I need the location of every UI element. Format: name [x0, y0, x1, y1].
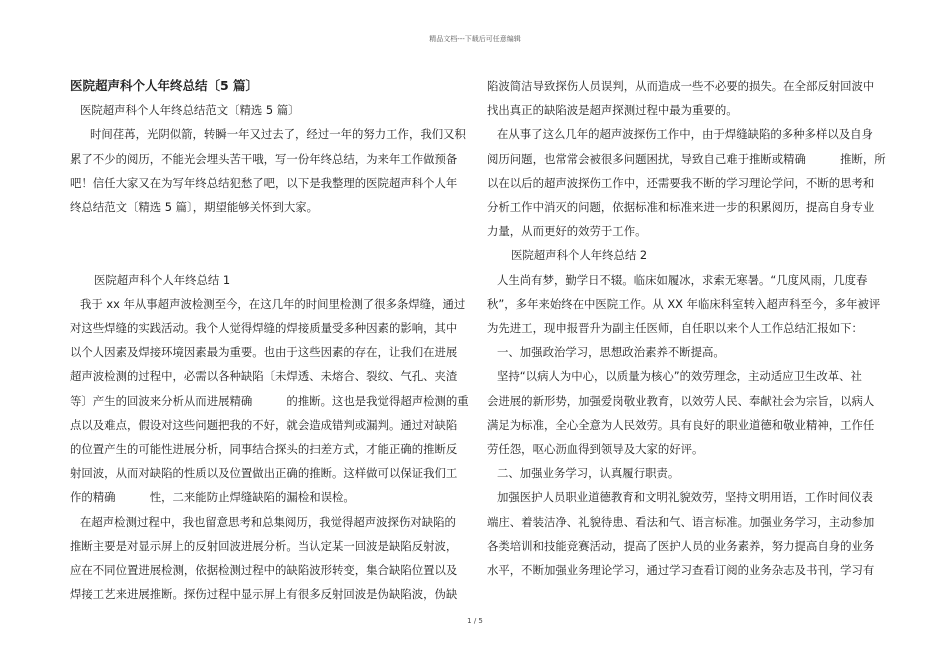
right-column-line: 一、加强政治学习，思想政治素养不断提高。 [497, 345, 725, 360]
right-column-line: 加强医护人员职业道德教育和文明礼貌效劳，坚持文明用语，工作时间仪表 [497, 490, 873, 505]
left-column-line: 超声波检测的过程中，必需以各种缺陷〔未焊透、未熔合、裂纹、气孔、夹渣 [70, 369, 458, 384]
left-column-line: 等〕产生的回波来分析从而进展精确 的推断。这也是我觉得超声检测的重 [70, 393, 469, 408]
right-column-line: 力量，从而更好的效劳于工作。 [487, 224, 647, 239]
left-column-line: 焊接工艺来进展推断。探伤过程中显示屏上有很多反射回波是伪缺陷波，伪缺 [70, 587, 458, 602]
right-column-line: 分析工作中消灭的问题，依据标准和标准来进一步的积累阅历，提高自身专业 [487, 200, 875, 215]
left-column-line: 应在不同位置进展检测，依据检测过程中的缺陷波形转变，集合缺陷位置以及 [70, 563, 458, 578]
left-column-line: 医院超声科个人年终总结〔5 篇〕 [70, 78, 259, 93]
right-column-line: 人生尚有梦，勤学日不辍。临床如履冰，求索无寒暑。“几度风雨，几度春 [497, 272, 868, 287]
right-column-line: 阅历问题，也常常会被很多问题困扰，导致自己难于推断或精确 推断，所 [487, 151, 886, 166]
left-column-line: 的位置产生的可能性进展分析，同事结合探头的扫差方式，才能正确的推断反 [70, 442, 458, 457]
right-column-line: 二、加强业务学习，认真履行职责。 [497, 466, 680, 481]
right-column-line: 水平，不断加强业务理论学习，通过学习查看订阅的业务杂志及书刊，学习有 [487, 563, 875, 578]
right-column-line: 劳任怨，呕心沥血得到领导及大家的好评。 [487, 442, 704, 457]
right-column-line: 秋”，多年来始终在中医院工作。从 XX 年临床科室转入超声科至今，多年被评 [487, 296, 881, 311]
left-column-line: 对这些焊缝的实践活动。我个人觉得焊缝的焊接质量受多种因素的影响，其中 [70, 321, 458, 336]
left-column-line: 医院超声科个人年终总结范文〔精选 5 篇〕 [80, 103, 300, 118]
right-column-line: 陷波简洁导致探伤人员误判，从而造成一些不必要的损失。在全部反射回波中 [487, 79, 875, 93]
left-column [70, 74, 470, 606]
left-column-line: 作的精确 性，二来能防止焊缝缺陷的漏检和误检。 [70, 490, 355, 505]
page-header: 精品文档---下载后可任意编辑 [429, 35, 521, 43]
right-column-line: 在从事了这么几年的超声波探伤工作中，由于焊缝缺陷的多种多样以及自身 [497, 127, 873, 142]
left-column-line: 我于 xx 年从事超声波检测至今，在这几年的时间里检测了很多条焊缝，通过 [80, 296, 466, 311]
right-column-line: 找出真正的缺陷波是超声探测过程中最为重要的。 [487, 103, 738, 118]
right-column-line: 端庄、着装洁净、礼貌待患、看法和气、语言标准。加强业务学习，主动参加 [487, 514, 875, 529]
page-number: 1 / 5 [467, 617, 483, 625]
left-column-line: 以个人因素及焊接环境因素最为重要。也由于这些因素的存在，让我们在进展 [70, 345, 458, 360]
right-column-line: 医院超声科个人年终总结 2 [511, 248, 648, 263]
left-column-line: 累了不少的阅历，不能光会埋头苦干哦，写一份年终总结，为来年工作做预备 [70, 151, 458, 166]
left-column-line: 终总结范文〔精选 5 篇〕，期望能够关怀到大家。 [70, 200, 318, 215]
left-column-line: 推断主要是对显示屏上的反射回波进展分析。当认定某一回波是缺陷反射波， [70, 538, 458, 553]
left-column-line: 射回波，从而对缺陷的性质以及位置做出正确的推断。这样做可以保证我们工 [70, 466, 458, 481]
right-column-line: 会进展的新形势，加强爱岗敬业教育，以效劳人民、奉献社会为宗旨，以病人 [487, 393, 875, 408]
left-column-line: 时间荏苒，光阴似箭，转瞬一年又过去了，经过一年的努力工作，我们又积 [90, 127, 466, 142]
left-column-line: 在超声检测过程中，我也留意思考和总集阅历，我觉得超声波探伤对缺陷的 [80, 514, 456, 529]
left-column-line: 点以及难点，假设对这些问题把我的不好，就会造成错判或漏判。通过对缺陷 [70, 417, 458, 432]
right-column-line: 以在以后的超声波探伤工作中，还需要我不断的学习理论学问，不断的思考和 [487, 175, 875, 190]
left-column-line [70, 219, 470, 243]
right-column-line: 各类培训和技能竞赛活动，提高了医护人员的业务素养，努力提高自身的业务 [487, 538, 875, 553]
left-column-line: 医院超声科个人年终总结 1 [94, 272, 231, 287]
right-column-line: 为先进工，现申报晋升为副主任医师，自任职以来个人工作总结汇报如下： [487, 321, 863, 336]
right-column-line: 满足为标准，全心全意为人民效劳。具有良好的职业道德和敬业精神，工作任 [487, 417, 875, 432]
left-column-line [70, 243, 470, 267]
right-column-line: 坚持“以病人为中心，以质量为核心”的效劳理念，主动适应卫生改革、社 [497, 369, 862, 384]
right-column [487, 74, 886, 582]
left-column-line: 吧！信任大家又在为写年终总结犯愁了吧，以下是我整理的医院超声科个人年 [70, 175, 458, 190]
